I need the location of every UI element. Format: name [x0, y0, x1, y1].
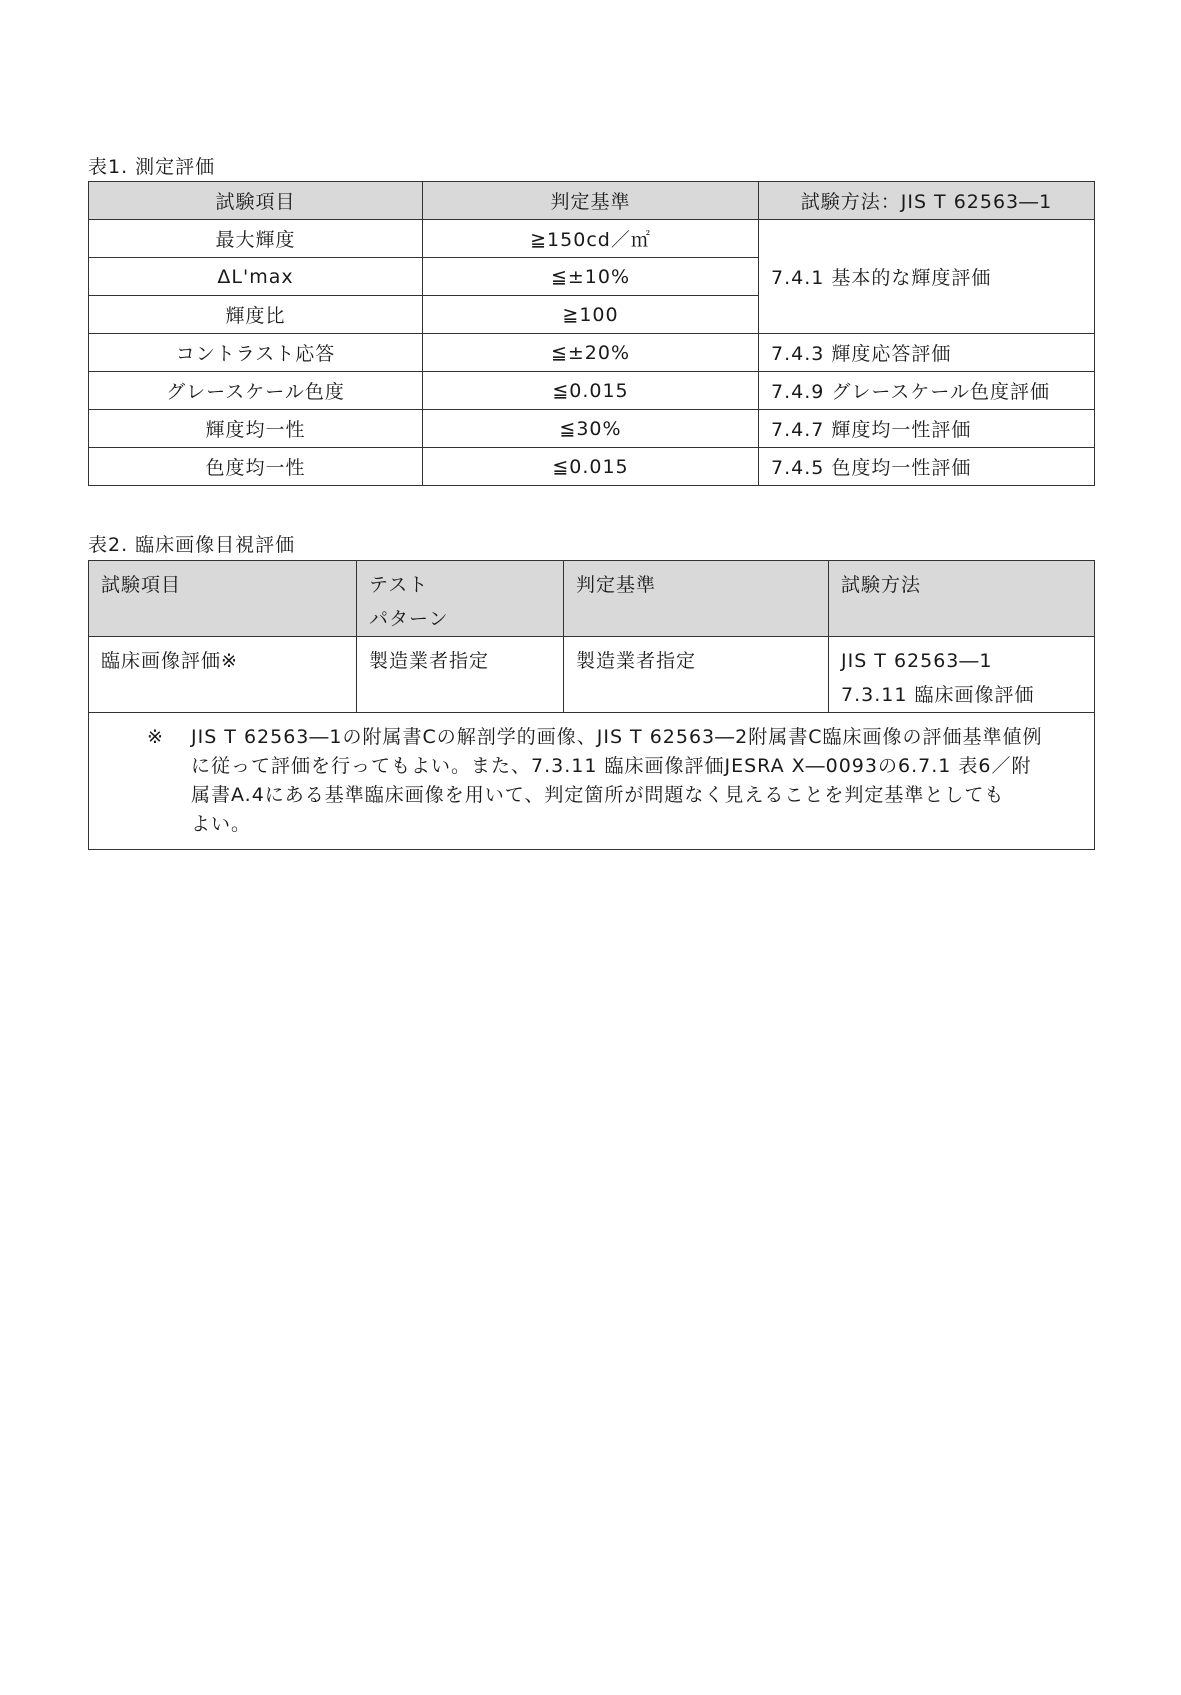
cell-item: 臨床画像評価※ [89, 637, 357, 713]
table-row [89, 334, 1095, 372]
note-line: JIS T 62563―1の附属書Cの解剖学的画像、JIS T 62563―2附属書C臨床画像の評価基準値例 [191, 726, 1043, 748]
note-line: 属書A.4にある基準臨床画像を用いて、判定箇所が問題なく見えることを判定基準としても [191, 784, 1005, 806]
clinical-image-evaluation-table [88, 560, 1095, 850]
header-pattern-line1: テスト [369, 574, 429, 596]
cell-method-merged: 7.4.1 基本的な輝度評価 [759, 220, 1095, 334]
note-cell [89, 713, 1095, 850]
cell-item: ΔL'max [89, 258, 423, 296]
cell-pattern: 製造業者指定 [357, 637, 564, 713]
header-test-pattern [357, 561, 564, 637]
cell-item: 輝度均一性 [89, 410, 423, 448]
table2-caption: 表2. 臨床画像目視評価 [88, 534, 296, 556]
cell-criterion: ≧100 [423, 296, 759, 334]
note-line: に従って評価を行ってもよい。また、7.3.11 臨床画像評価JESRA X―0093の6.7.1 表6／附 [191, 755, 1032, 777]
cell-item: 輝度比 [89, 296, 423, 334]
cell-criterion: ≦0.015 [423, 448, 759, 486]
cell-method: 7.4.3 輝度応答評価 [759, 334, 1095, 372]
cell-criterion: ≦±20% [423, 334, 759, 372]
header-test-method: 試験方法：JIS T 62563―1 [759, 182, 1095, 220]
method-line2: 7.3.11 臨床画像評価 [841, 684, 1035, 706]
note-text [191, 723, 1082, 839]
table-row [89, 448, 1095, 486]
table-row [89, 410, 1095, 448]
table1-caption: 表1. 測定評価 [88, 156, 216, 178]
cell-criterion: ≦0.015 [423, 372, 759, 410]
cell-method: 7.4.9 グレースケール色度評価 [759, 372, 1095, 410]
cell-method [829, 637, 1095, 713]
header-pattern-line2: パターン [369, 608, 449, 630]
note-line: よい。 [191, 813, 252, 835]
note-row [89, 713, 1095, 850]
cell-criterion: ≦30% [423, 410, 759, 448]
cell-criterion: 製造業者指定 [564, 637, 829, 713]
method-line1: JIS T 62563―1 [841, 650, 993, 672]
table2-header-row [89, 561, 1095, 637]
header-criterion: 判定基準 [564, 561, 829, 637]
cell-item: グレースケール色度 [89, 372, 423, 410]
cell-method: 7.4.5 色度均一性評価 [759, 448, 1095, 486]
cell-criterion: ≦±10% [423, 258, 759, 296]
cell-item: 最大輝度 [89, 220, 423, 258]
header-test-method: 試験方法 [829, 561, 1095, 637]
header-criterion: 判定基準 [423, 182, 759, 220]
table-row [89, 220, 1095, 258]
header-test-item: 試験項目 [89, 182, 423, 220]
cell-item: 色度均一性 [89, 448, 423, 486]
measurement-evaluation-table [88, 181, 1095, 486]
note-mark: ※ [147, 726, 164, 748]
cell-method: 7.4.7 輝度均一性評価 [759, 410, 1095, 448]
header-test-item: 試験項目 [89, 561, 357, 637]
table-row [89, 372, 1095, 410]
table1-header-row [89, 182, 1095, 220]
table-row [89, 637, 1095, 713]
cell-item: コントラスト応答 [89, 334, 423, 372]
cell-criterion: ≧150cd／㎡ [423, 220, 759, 258]
